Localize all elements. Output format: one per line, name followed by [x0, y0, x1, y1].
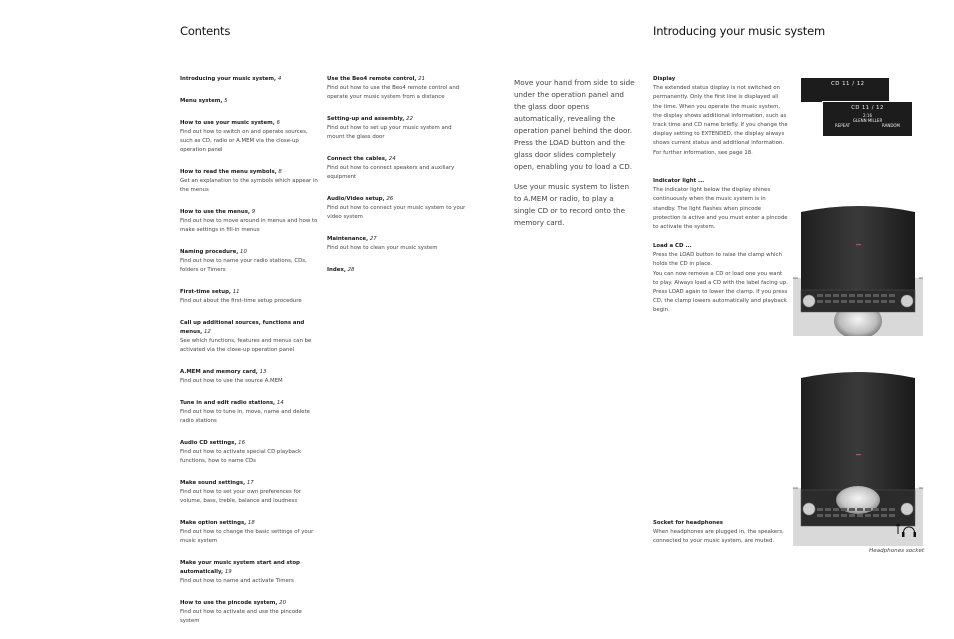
toc-entry-title: How to use the menus,: [180, 209, 250, 215]
toc-entry-description: Find out how to connect your music system to your video system: [327, 205, 466, 220]
random-label: RANDOM: [881, 123, 900, 128]
toc-entry-title: Audio CD settings,: [180, 440, 237, 446]
toc-entry[interactable]: [327, 235, 467, 253]
toc-entry-description: Find out how to name your radio stations, CDs, folders or Timers: [180, 258, 307, 273]
toc-entry[interactable]: [180, 519, 320, 546]
section-heading: Load a CD ...: [653, 243, 692, 249]
toc-entry-page: 5: [224, 98, 228, 104]
display-line: CD 11 / 12: [831, 81, 865, 87]
toc-entry[interactable]: [327, 155, 467, 182]
toc-entry-title: A.MEM and memory card,: [180, 369, 258, 375]
right-page-title: Introducing your music system: [653, 24, 825, 38]
toc-entry-description: Find out about the first-time setup procedure: [180, 298, 302, 304]
volume-wheel-right: [901, 503, 913, 515]
headphones-section: [653, 519, 788, 547]
display-section: [653, 75, 788, 158]
display-line: [823, 123, 912, 128]
toc-entry-page: 12: [203, 329, 211, 335]
section-body: When headphones are plugged in, the speakers, connected to your music system, are muted.: [653, 529, 784, 545]
toc-column-2: [327, 75, 467, 288]
toc-entry-description: Get an explanation to the symbols which appear in the menus: [180, 178, 318, 193]
toc-entry[interactable]: [180, 75, 320, 84]
toc-entry-page: 11: [232, 289, 240, 295]
toc-entry[interactable]: [327, 266, 467, 275]
section-body: The extended status display is not switched on permanently. Only the first line is displayed all the time. When you operate the music system, the display shows additional information, such as track time and CD name briefly. If you change the display setting to EXTENDED, the display always shows current status and additional information. For further information, see page 18.: [653, 85, 788, 156]
toc-entry-description: Find out how to use the Beo4 remote control and operate your music system from a distance: [327, 85, 460, 100]
section-heading: Indicator light ...: [653, 178, 705, 184]
toc-entry-page: 14: [276, 400, 284, 406]
toc-entry[interactable]: [180, 439, 320, 466]
toc-entry-page: 20: [279, 600, 286, 606]
volume-wheel-left: [803, 295, 815, 307]
toc-entry[interactable]: [180, 288, 320, 306]
toc-entry-description: Find out how to move around in menus and how to make settings in fill-in menus: [180, 218, 318, 233]
toc-entry-page: 24: [388, 156, 396, 162]
toc-entry[interactable]: [180, 208, 320, 235]
display-line: CD 11 / 12: [851, 105, 884, 111]
toc-entry-page: 28: [347, 267, 355, 273]
toc-entry-title: Make option settings,: [180, 520, 247, 526]
toc-entry-description: See which functions, features and menus can be activated via the close-up operation panel: [180, 338, 312, 353]
headphones-caption: Headphones socket: [869, 548, 925, 554]
toc-entry-title: Tune in and edit radio stations,: [180, 400, 276, 406]
toc-entry-page: 8: [278, 169, 282, 175]
display-line: GLENN MILLER: [852, 118, 883, 123]
toc-entry-page: 18: [247, 520, 255, 526]
toc-entry-description: Find out how to set up your music system and mount the glass door: [327, 125, 452, 140]
indicator-section: [653, 177, 788, 232]
intro-paragraph: Move your hand from side to side under the operation panel and the glass door opens automatically, revealing the operation panel behind the door. Press the LOAD button and the glass door slides completely open, enabling you to load a CD.: [514, 78, 635, 171]
toc-entry-description: Find out how to set your own preferences for volume, bass, treble, balance and loudness: [180, 489, 301, 504]
toc-entry-title: Menu system,: [180, 98, 223, 104]
toc-entry-title: Audio/Video setup,: [327, 196, 385, 202]
toc-entry[interactable]: [180, 248, 320, 275]
toc-entry[interactable]: [180, 119, 320, 155]
left-page-title: Contents: [180, 24, 231, 38]
toc-entry-title: Use the Beo4 remote control,: [327, 76, 417, 82]
toc-entry-description: Find out how to change the basic settings of your music system: [180, 529, 314, 544]
toc-entry-title: Connect the cables,: [327, 156, 388, 162]
toc-entry-description: Find out how to clean your music system: [327, 245, 438, 251]
toc-entry-description: Find out how to switch on and operate sources, such as CD, radio or A.MEM via the close-up operation panel: [180, 129, 308, 153]
section-body: The indicator light below the display shines continuously when the music system is in standby. The light flashes when pincode protection is active and you must enter a pincode to activate the system.: [653, 187, 788, 231]
toc-entry-title: First-time setup,: [180, 289, 231, 295]
toc-entry-page: 21: [418, 76, 426, 82]
toc-entry-title: How to use the pincode system,: [180, 600, 278, 606]
section-heading: Display: [653, 76, 676, 82]
volume-wheel-right: [901, 295, 913, 307]
toc-entry[interactable]: [327, 75, 467, 102]
toc-entry[interactable]: [180, 479, 320, 506]
toc-entry-title: Maintenance,: [327, 236, 369, 242]
toc-entry[interactable]: [180, 399, 320, 426]
toc-entry-title: How to use your music system,: [180, 120, 275, 126]
toc-entry-title: Naming procedure,: [180, 249, 239, 255]
toc-entry[interactable]: [180, 319, 320, 355]
toc-entry-page: 6: [276, 120, 280, 126]
status-display-extended: [822, 101, 913, 137]
toc-entry-page: 16: [238, 440, 246, 446]
toc-entry[interactable]: [327, 195, 467, 222]
toc-entry-page: 9: [251, 209, 256, 215]
toc-entry[interactable]: [180, 168, 320, 195]
toc-entry-description: Find out how to use the source A.MEM: [180, 378, 283, 384]
toc-column-1: [180, 75, 320, 639]
toc-entry[interactable]: [180, 97, 320, 106]
toc-entry-title: Setting-up and assembly,: [327, 116, 405, 122]
toc-entry-description: Find out how to activate special CD playback functions, how to name CDs: [180, 449, 302, 464]
load-cd-section: [653, 242, 788, 316]
intro-paragraph: Use your music system to listen to A.MEM or radio, to play a single CD or to record onto the memory card.: [514, 182, 629, 227]
section-body: Press the LOAD button to raise the clamp which holds the CD in place. You can now remove a CD or load one you want to play. Always load a CD with the label facing up. Press LOAD again to lower the clamp. If you press CD, the clamp lowers automatically and playback begin.: [653, 252, 788, 314]
toc-entry[interactable]: [180, 559, 320, 586]
toc-entry-page: 10: [240, 249, 247, 255]
intro-text: [514, 77, 636, 237]
toc-entry[interactable]: [327, 115, 467, 142]
section-heading: Socket for headphones: [653, 520, 724, 526]
toc-entry-description: Find out how to connect speakers and auxiliary equipment: [327, 165, 455, 180]
toc-entry[interactable]: [180, 599, 320, 626]
toc-entry-description: Find out how to tune in, move, name and delete radio stations: [180, 409, 310, 424]
toc-entry-title: How to read the menu symbols,: [180, 169, 277, 175]
toc-entry-title: Introducing your music system,: [180, 76, 277, 82]
toc-entry-page: 17: [246, 480, 254, 486]
status-display-basic: [801, 78, 889, 102]
toc-entry-page: 13: [259, 369, 267, 375]
toc-entry-page: 19: [224, 569, 232, 575]
toc-entry-page: 22: [406, 116, 414, 122]
music-system-illustration-headphones: [793, 368, 923, 546]
display-line: 2:16: [863, 113, 872, 118]
toc-entry-page: 26: [386, 196, 394, 202]
toc-entry-title: Index,: [327, 267, 346, 273]
toc-entry-title: Call up additional sources, functions and menus,: [180, 320, 305, 335]
toc-entry-page: 27: [369, 236, 377, 242]
toc-entry-description: Find out how to activate and use the pincode system: [180, 609, 302, 624]
toc-entry-title: Make sound settings,: [180, 480, 246, 486]
music-system-illustration-load: [793, 204, 923, 336]
repeat-label: REPEAT: [835, 123, 851, 128]
toc-entry-title: Make your music system start and stop automatically,: [180, 560, 300, 575]
toc-entry-page: 4: [277, 76, 282, 82]
toc-entry[interactable]: [180, 368, 320, 386]
toc-entry-description: Find out how to name and activate Timers: [180, 578, 294, 584]
volume-wheel-left: [803, 503, 815, 515]
